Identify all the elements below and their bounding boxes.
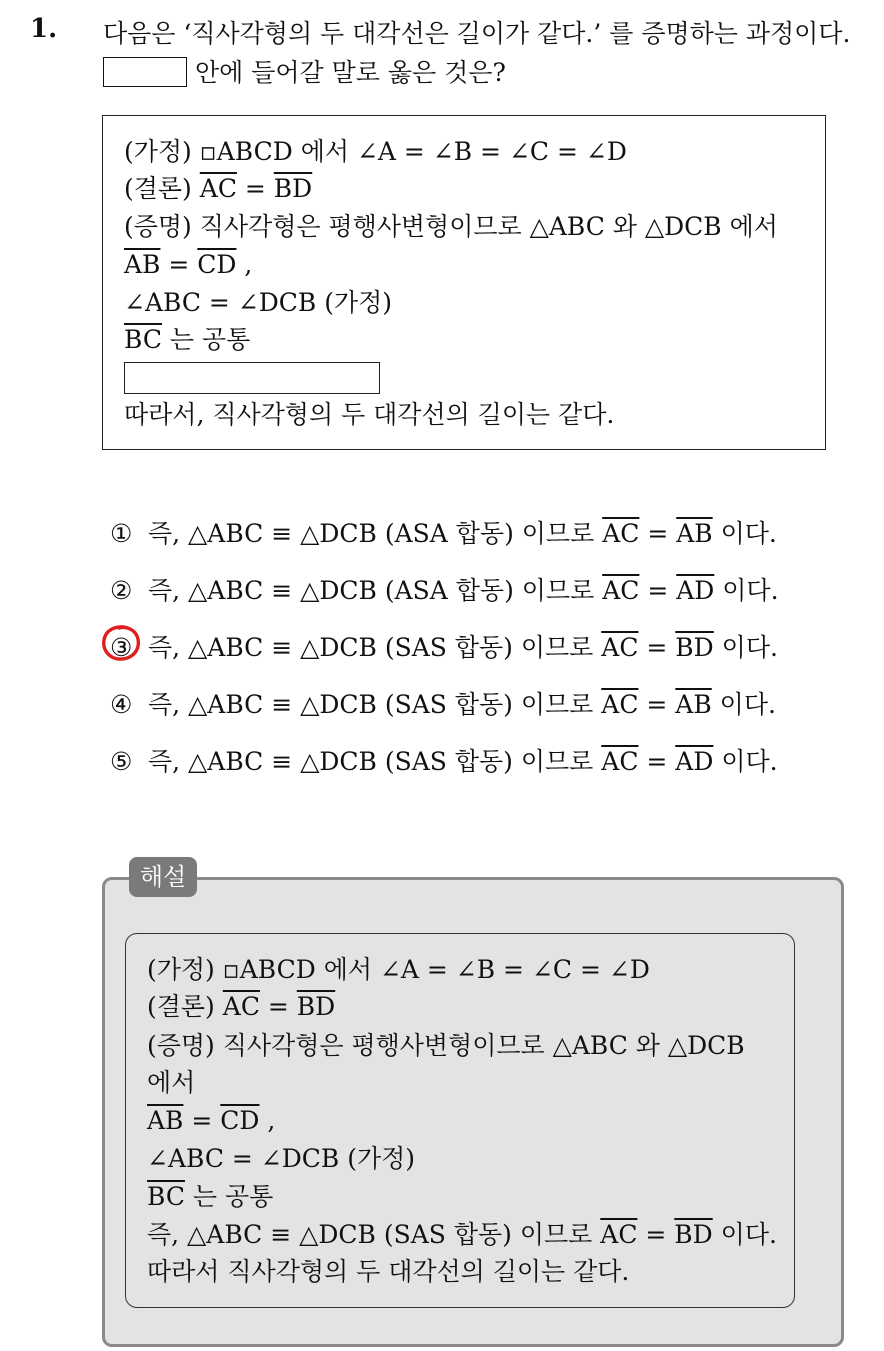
solution-conclusion — [147, 991, 335, 1023]
segment-ac: $\overline{AC}$ — [222, 992, 260, 1021]
equals-sign: = — [638, 747, 676, 776]
blank-placeholder — [103, 57, 187, 87]
segment-ab: $\overline{AB}$ — [124, 250, 161, 279]
option-number: ⑤ — [110, 747, 133, 776]
comma: , — [236, 250, 253, 279]
segment: $\overline{AC}$ — [602, 519, 640, 548]
segment-cd: $\overline{CD}$ — [220, 1106, 260, 1135]
segment-ab: $\overline{AB}$ — [147, 1106, 184, 1135]
option-tail: 이다. — [711, 690, 776, 719]
proof-statement: (증명) 직사각형은 평행사변형이므로 △ABC 와 △DCB 에서 — [124, 212, 778, 241]
solution-statement-2: 에서 — [147, 1068, 196, 1097]
question-line2-text: 안에 들어갈 말로 옳은 것은? — [195, 58, 506, 87]
equals-sign: = — [236, 174, 274, 203]
equals-sign: = — [639, 519, 677, 548]
option-text: 즉, △ABC ≡ △DCB (SAS 합동) 이므로 — [148, 633, 602, 662]
option-tail: 이다. — [713, 747, 778, 776]
option-4[interactable] — [110, 685, 776, 721]
segment-bd: $\overline{BD}$ — [674, 1220, 713, 1249]
segment: $\overline{AC}$ — [601, 690, 639, 719]
question-number: 1. — [30, 14, 58, 44]
option-2[interactable] — [110, 571, 779, 607]
answer-blank-box — [124, 362, 380, 394]
option-3[interactable] — [110, 628, 778, 664]
proof-box — [102, 115, 826, 450]
solution-angle: ∠ABC = ∠DCB (가정) — [147, 1144, 416, 1173]
option-text: 즉, △ABC ≡ △DCB (SAS 합동) 이므로 — [148, 747, 602, 776]
segment: $\overline{AC}$ — [602, 576, 640, 605]
option-number: ② — [110, 576, 133, 605]
segment-bd: $\overline{BD}$ — [296, 992, 336, 1021]
option-number: ① — [110, 519, 133, 548]
conclusion-label: (결론) — [124, 174, 200, 203]
option-1[interactable] — [110, 514, 777, 550]
common-label: 는 공통 — [184, 1182, 274, 1211]
segment-bc: $\overline{BC}$ — [124, 325, 162, 354]
proof-given: (가정) ▫ABCD 에서 ∠A = ∠B = ∠C = ∠D — [124, 137, 627, 166]
solution-ab-cd — [147, 1105, 275, 1137]
conclusion-label: (결론) — [147, 992, 223, 1021]
segment-ac: $\overline{AC}$ — [600, 1220, 638, 1249]
option-5[interactable] — [110, 742, 778, 778]
option-text: 즉, △ABC ≡ △DCB (ASA 합동) 이므로 — [148, 576, 603, 605]
option-tail: 이다. — [714, 576, 779, 605]
segment: $\overline{BD}$ — [675, 633, 714, 662]
solution-bc-common — [147, 1181, 273, 1213]
equals-sign: = — [259, 992, 297, 1021]
segment-ac: $\overline{AC}$ — [199, 174, 237, 203]
segment: $\overline{AB}$ — [675, 690, 712, 719]
segment: $\overline{AC}$ — [601, 633, 639, 662]
solution-statement-1: (증명) 직사각형은 평행사변형이므로 △ABC 와 △DCB — [147, 1031, 745, 1060]
option-text: 즉, △ABC ≡ △DCB (ASA 합동) 이므로 — [148, 519, 603, 548]
equals-sign: = — [638, 690, 676, 719]
solution-congruence — [147, 1219, 777, 1251]
proof-final: 따라서, 직사각형의 두 대각선의 길이는 같다. — [124, 400, 615, 429]
solution-given: (가정) ▫ABCD 에서 ∠A = ∠B = ∠C = ∠D — [147, 955, 650, 984]
segment: $\overline{AB}$ — [676, 519, 713, 548]
equals-sign: = — [637, 1220, 675, 1249]
option-tail: 이다. — [713, 633, 778, 662]
proof-angle: ∠ABC = ∠DCB (가정) — [124, 288, 393, 317]
segment: $\overline{AD}$ — [675, 747, 714, 776]
solution-final: 따라서 직사각형의 두 대각선의 길이는 같다. — [147, 1257, 630, 1286]
solution-box — [125, 933, 795, 1308]
segment: $\overline{AD}$ — [676, 576, 715, 605]
segment-cd: $\overline{CD}$ — [197, 250, 237, 279]
segment-bd: $\overline{BD}$ — [273, 174, 313, 203]
solution-tail: 이다. — [712, 1220, 777, 1249]
equals-sign: = — [639, 576, 677, 605]
question-text-line1: 다음은 ‘직사각형의 두 대각선은 길이가 같다.’ 를 증명하는 과정이다. — [103, 19, 851, 48]
proof-ab-cd — [124, 249, 252, 281]
equals-sign: = — [160, 250, 198, 279]
segment-bc: $\overline{BC}$ — [147, 1182, 185, 1211]
option-text: 즉, △ABC ≡ △DCB (SAS 합동) 이므로 — [148, 690, 602, 719]
common-label: 는 공통 — [161, 325, 251, 354]
option-number: ③ — [110, 633, 133, 662]
option-number: ④ — [110, 690, 133, 719]
solution-tag: 해설 — [129, 857, 197, 897]
segment: $\overline{AC}$ — [601, 747, 639, 776]
equals-sign: = — [183, 1106, 221, 1135]
option-tail: 이다. — [712, 519, 777, 548]
proof-conclusion — [124, 173, 312, 205]
congruence-text: 즉, △ABC ≡ △DCB (SAS 합동) 이므로 — [147, 1220, 601, 1249]
equals-sign: = — [638, 633, 676, 662]
proof-bc-common — [124, 324, 250, 356]
comma: , — [259, 1106, 276, 1135]
question-text-line2 — [103, 53, 506, 89]
